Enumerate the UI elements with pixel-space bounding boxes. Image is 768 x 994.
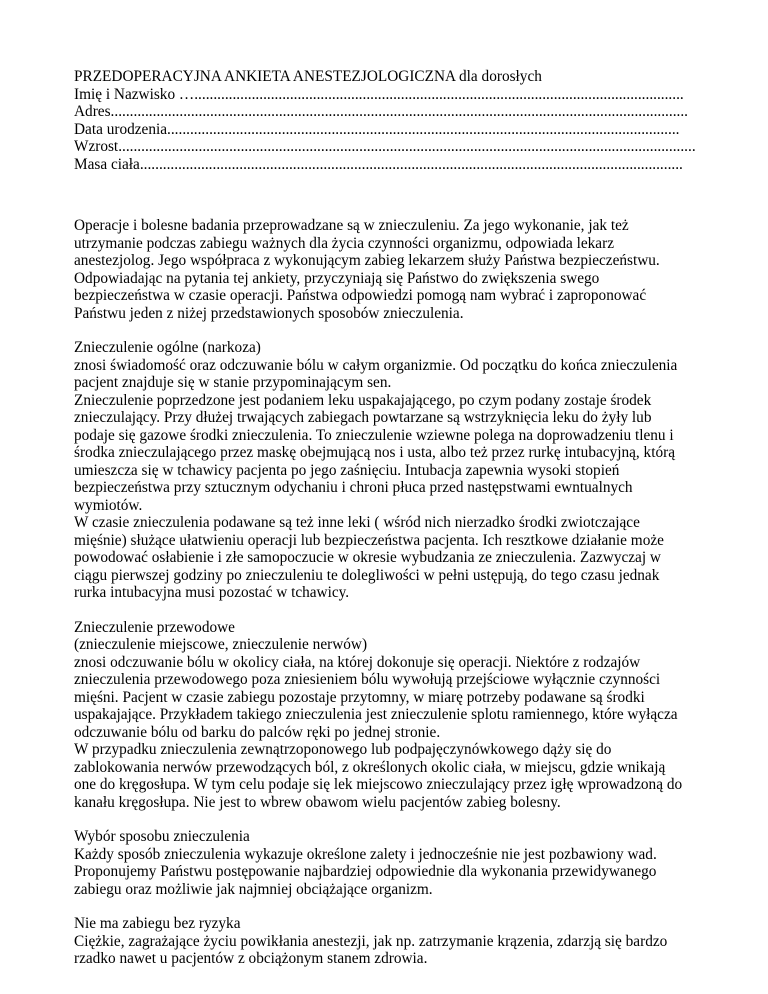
risk-section (74, 915, 714, 968)
regional-anesthesia-subheading: (znieczulenie miejscowe, znieczulenie nerwów) (74, 636, 368, 653)
birthdate-leader: ...................................................................................................................................... (167, 120, 680, 138)
intro-line: utrzymanie podczas zabiegu ważnych dla życia czynności organizmu, odpowiada lekarz (74, 234, 614, 252)
general-line: podaje się gazowe środki znieczulenia. To znieczulenie wziewne polega na doprowadzeniu tlenu i (74, 426, 674, 444)
document-page (74, 68, 714, 968)
intro-line: bezpieczeństwa w czasie operacji. Państwa odpowiedzi pomogą nam wybrać i zaproponować (74, 287, 647, 304)
general-line: W czasie znieczulenia podawane są też inne leki ( wśród nich nierzadko środki zwiotczające (74, 514, 640, 531)
general-line: rurka intubacyjna musi pozostać w tchawicy. (74, 584, 350, 601)
general-line: Znieczulenie poprzedzone jest podaniem leku uspakajającego, po czym podany zostaje środek (74, 391, 652, 409)
general-anesthesia-heading: Znieczulenie ogólne (narkoza) (74, 339, 261, 356)
personal-data-fields (74, 86, 714, 174)
general-line: znieczulający. Przy dłużej trwających zabiegach powtarzane są wstrzyknięcia leku do żyły lub (74, 409, 652, 426)
risk-line: rzadko nawet u pacjentów z obciążonym stanem zdrowia. (74, 950, 428, 967)
regional-line: zablokowania nerwów przewodzących ból, z określonych okolic ciała, w miejscu, gdzie wnikają (74, 758, 666, 776)
risk-heading: Nie ma zabiegu bez ryzyka (74, 915, 241, 932)
regional-line: znieczulenia przewodowego poza zniesieniem bólu wywołują przejściowe wyłącznie czynności (74, 671, 661, 688)
general-anesthesia-section (74, 339, 714, 602)
name-leader: …................................................................................................................................ (175, 85, 684, 103)
general-line: ciągu pierwszej godziny po znieczuleniu te dolegliwości w pełni ustępują, do tego czasu jednak (74, 566, 660, 584)
height-label: Wzrost (74, 138, 119, 155)
choice-line: Każdy sposób znieczulenia wykazuje określone zalety i jednocześnie nie jest pozbawiony wad. (74, 845, 657, 863)
regional-anesthesia-heading: Znieczulenie przewodowe (74, 618, 235, 636)
general-line: bezpieczeństwa przy sztucznym odychaniu i chroni płuca przed następstwami ewntualnych (74, 479, 633, 496)
regional-line: W przypadku znieczulenia zewnątrzoponowego lub podpajęczynówkowego dąży się do (74, 741, 612, 758)
weight-leader: .............................................................................................................................................. (139, 155, 683, 173)
document-title: PRZEDOPERACYJNA ANKIETA ANESTEZJOLOGICZNA dla dorosłych (74, 68, 542, 85)
intro-line: Operacje i bolesne badania przeprowadzane są w znieczuleniu. Za jego wykonanie, jak też (74, 217, 629, 234)
general-line: pacjent znajduje się w stanie przypominającym sen. (74, 374, 392, 391)
address-label: Adres (74, 103, 111, 120)
address-leader: ....................................................................................................................................................... (110, 103, 689, 120)
birthdate-field[interactable] (74, 121, 714, 139)
intro-line: Odpowiadając na pytania tej ankiety, przyczyniają się Państwo do zwiększenia swego (74, 269, 600, 287)
anesthesia-choice-section (74, 828, 714, 898)
birthdate-label: Data urodzenia (74, 120, 168, 138)
general-line: umieszcza się w tchawicy pacjenta po jego zaśnięciu. Intubacja zapewnia wysoki stopień (74, 461, 620, 479)
general-line: powodować osłabienie i złe samopoczucie w okresie wybudzania ze znieczulenia. Zazwyczaj w (74, 549, 661, 566)
address-field[interactable] (74, 103, 714, 121)
regional-line: odczuwanie bólu od barku do palców ręki po jednej stronie. (74, 723, 441, 741)
height-leader: ....................................................................................................................................................... (118, 138, 696, 155)
weight-field[interactable] (74, 156, 714, 174)
regional-anesthesia-section (74, 619, 714, 812)
regional-line: znosi odczuwanie bólu w okolicy ciała, na której dokonuje się operacji. Niektóre z rodzajów (74, 653, 641, 671)
intro-paragraph (74, 217, 714, 322)
intro-line: Państwu jeden z niżej przedstawionych sposobów znieczulenia. (74, 304, 464, 322)
anesthesia-choice-heading: Wybór sposobu znieczulenia (74, 828, 250, 845)
regional-line: kanału kręgosłupa. Nie jest to wbrew obawom wielu pacjentów zabieg bolesny. (74, 793, 561, 811)
choice-line: zabiegu oraz możliwie jak najmniej obciążające organizm. (74, 880, 433, 898)
height-field[interactable] (74, 138, 714, 156)
weight-label: Masa ciała (74, 155, 140, 173)
name-label: Imię i Nazwisko (74, 85, 176, 103)
choice-line: Proponujemy Państwu postępowanie najbardziej odpowiednie dla wykonania przewidywanego (74, 863, 657, 880)
intro-line: anestezjolog. Jego współpraca z wykonującym zabieg lekarzem służy Państwa bezpieczeństwu. (74, 252, 660, 269)
general-line: znosi świadomość oraz odczuwanie bólu w całym organizmie. Od początku do końca znieczulenia (74, 356, 678, 374)
name-field[interactable] (74, 86, 714, 104)
general-line: środka znieczulającego przez maskę obejmującą nos i usta, albo też przez rurkę intubacyjną, którą (74, 444, 675, 461)
general-line: mięśnie) służące ułatwieniu operacji lub bezpieczeństwa pacjenta. Ich resztkowe działanie może (74, 531, 664, 549)
regional-line: mięśni. Pacjent w czasie zabiegu pozostaje przytomny, w miarę potrzeby podawane są środki (74, 688, 645, 706)
general-line: wymiotów. (74, 496, 143, 514)
risk-line: Ciężkie, zagrażające życiu powikłania anestezji, jak np. zatrzymanie krązenia, zdarzją się bardzo (74, 932, 668, 950)
regional-line: uspakajające. Przykładem takiego znieczulenia jest znieczulenie splotu ramiennego, które wyłącza (74, 706, 678, 723)
regional-line: one do kręgosłupa. W tym celu podaje się lek miejscowo znieczulający przez igłę wprowadzoną do (74, 776, 683, 793)
